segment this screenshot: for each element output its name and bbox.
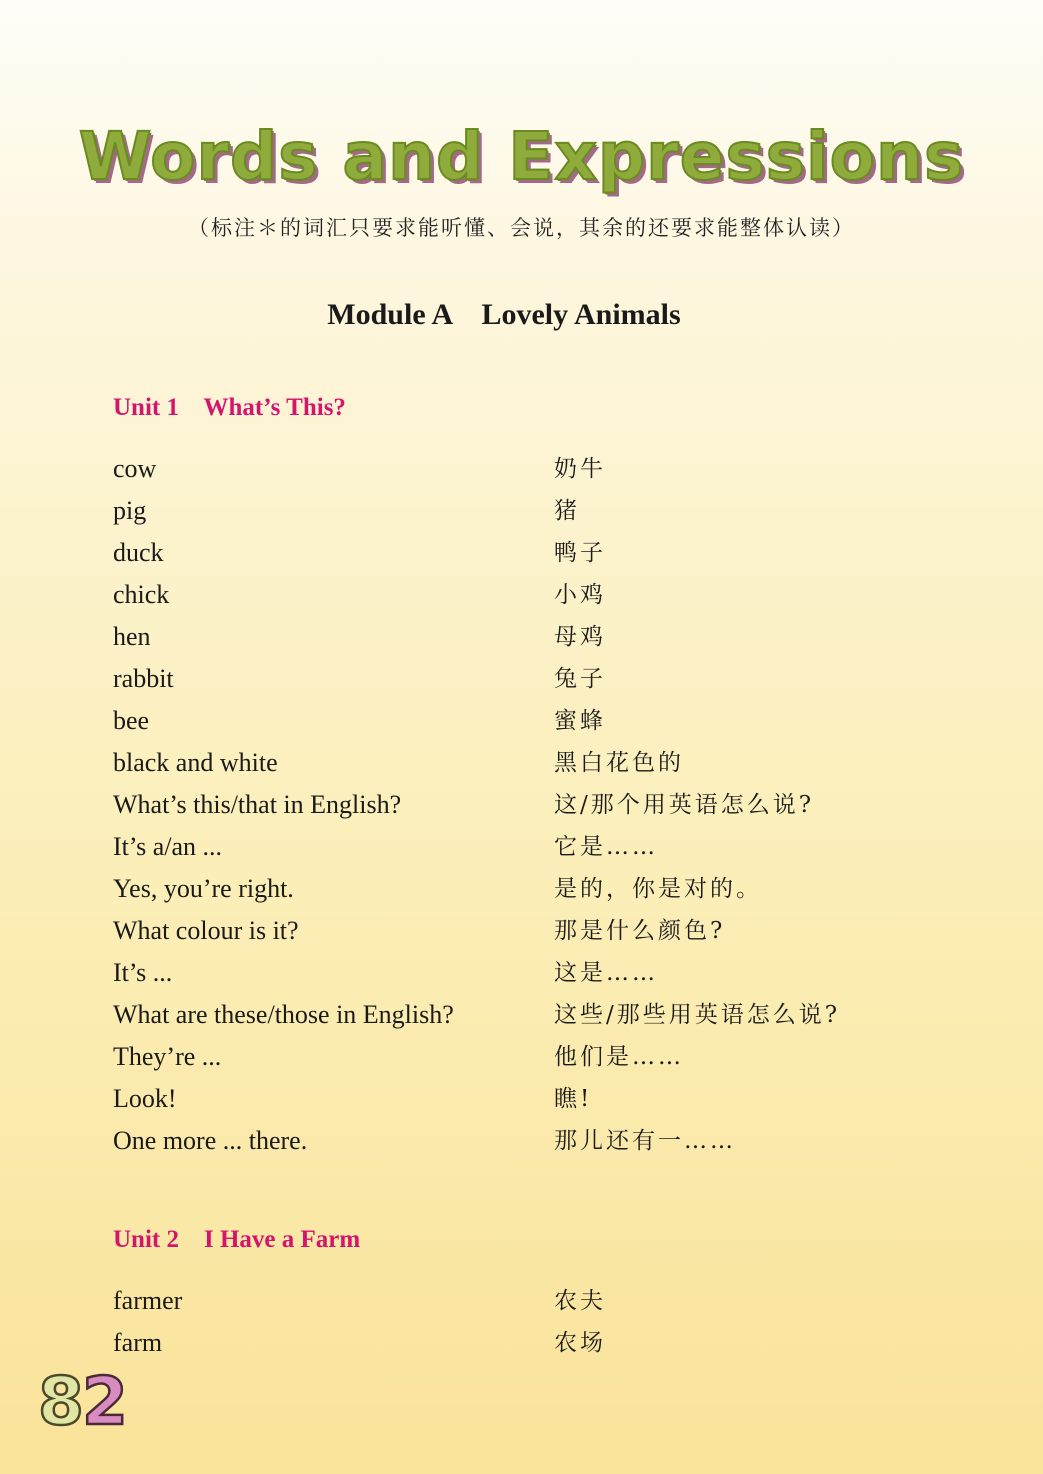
vocab-chinese: 这些/那些用英语怎么说? bbox=[554, 1002, 841, 1028]
vocab-english: One more ... there. bbox=[113, 1126, 308, 1155]
vocab-row bbox=[113, 490, 913, 532]
vocab-row bbox=[113, 700, 913, 742]
vocab-chinese: 那是什么颜色? bbox=[554, 918, 726, 944]
vocab-chinese: 蜜蜂 bbox=[554, 708, 606, 734]
vocab-row bbox=[113, 868, 913, 910]
unit-1-heading: Unit 1 What’s This? bbox=[113, 394, 346, 421]
vocab-chinese: 这/那个用英语怎么说? bbox=[554, 792, 815, 818]
vocab-chinese: 那儿还有一…… bbox=[554, 1128, 736, 1154]
vocab-chinese: 鸭子 bbox=[554, 540, 606, 566]
page-number-digit-1: 8 bbox=[38, 1363, 84, 1432]
vocab-chinese: 奶牛 bbox=[554, 456, 606, 482]
vocab-chinese: 是的，你是对的。 bbox=[554, 876, 762, 902]
page-number-graphic bbox=[36, 1360, 132, 1432]
vocab-row bbox=[113, 616, 913, 658]
vocab-english: What colour is it? bbox=[113, 916, 299, 945]
vocab-chinese: 兔子 bbox=[554, 666, 606, 692]
vocab-english: bee bbox=[113, 706, 150, 735]
vocab-english: chick bbox=[113, 580, 170, 609]
vocab-english: hen bbox=[113, 622, 151, 651]
vocab-chinese: 瞧! bbox=[554, 1086, 593, 1112]
vocab-row bbox=[113, 448, 913, 490]
vocab-chinese: 黑白花色的 bbox=[554, 750, 684, 776]
vocab-row bbox=[113, 1036, 913, 1078]
vocab-row bbox=[113, 1322, 913, 1364]
vocab-english: What’s this/that in English? bbox=[113, 790, 402, 819]
vocab-row bbox=[113, 994, 913, 1036]
vocab-row bbox=[113, 784, 913, 826]
vocab-chinese: 猪 bbox=[554, 498, 580, 524]
vocab-english: Yes, you’re right. bbox=[113, 874, 294, 903]
vocab-english: It’s ... bbox=[113, 958, 173, 987]
vocab-row bbox=[113, 1078, 913, 1120]
vocab-chinese: 母鸡 bbox=[554, 624, 606, 650]
vocab-english: Look! bbox=[113, 1084, 177, 1113]
vocab-english: pig bbox=[113, 496, 147, 525]
vocab-row bbox=[113, 826, 913, 868]
page-title: Words and Expressions bbox=[78, 118, 965, 195]
vocab-chinese: 小鸡 bbox=[554, 582, 606, 608]
unit-1-vocabulary-list bbox=[113, 448, 913, 1162]
vocab-row bbox=[113, 1280, 913, 1322]
vocab-chinese: 它是…… bbox=[554, 834, 658, 860]
vocab-chinese: 这是…… bbox=[554, 960, 658, 986]
module-heading: Module A Lovely Animals bbox=[327, 298, 681, 331]
vocab-row bbox=[113, 532, 913, 574]
vocab-chinese: 他们是…… bbox=[554, 1044, 684, 1070]
vocab-row bbox=[113, 1120, 913, 1162]
vocab-row bbox=[113, 574, 913, 616]
vocab-english: It’s a/an ... bbox=[113, 832, 223, 861]
page-subtitle: （标注＊的词汇只要求能听懂、会说，其余的还要求能整体认读） bbox=[188, 216, 855, 240]
vocab-row bbox=[113, 910, 913, 952]
unit-2-heading: Unit 2 I Have a Farm bbox=[113, 1226, 361, 1253]
vocab-row bbox=[113, 658, 913, 700]
vocab-english: They’re ... bbox=[113, 1042, 222, 1071]
vocab-english: black and white bbox=[113, 748, 278, 777]
vocab-english: duck bbox=[113, 538, 164, 567]
vocab-english: farmer bbox=[113, 1286, 183, 1315]
vocab-english: What are these/those in English? bbox=[113, 1000, 454, 1029]
unit-2-vocabulary-list bbox=[113, 1280, 913, 1364]
vocab-row bbox=[113, 742, 913, 784]
vocab-chinese: 农夫 bbox=[554, 1288, 606, 1314]
vocab-row bbox=[113, 952, 913, 994]
vocab-english: rabbit bbox=[113, 664, 174, 693]
vocab-english: cow bbox=[113, 454, 157, 483]
page-number bbox=[36, 1360, 132, 1432]
vocab-english: farm bbox=[113, 1328, 163, 1357]
page-number-digit-2: 2 bbox=[82, 1363, 128, 1432]
vocab-chinese: 农场 bbox=[554, 1330, 606, 1356]
